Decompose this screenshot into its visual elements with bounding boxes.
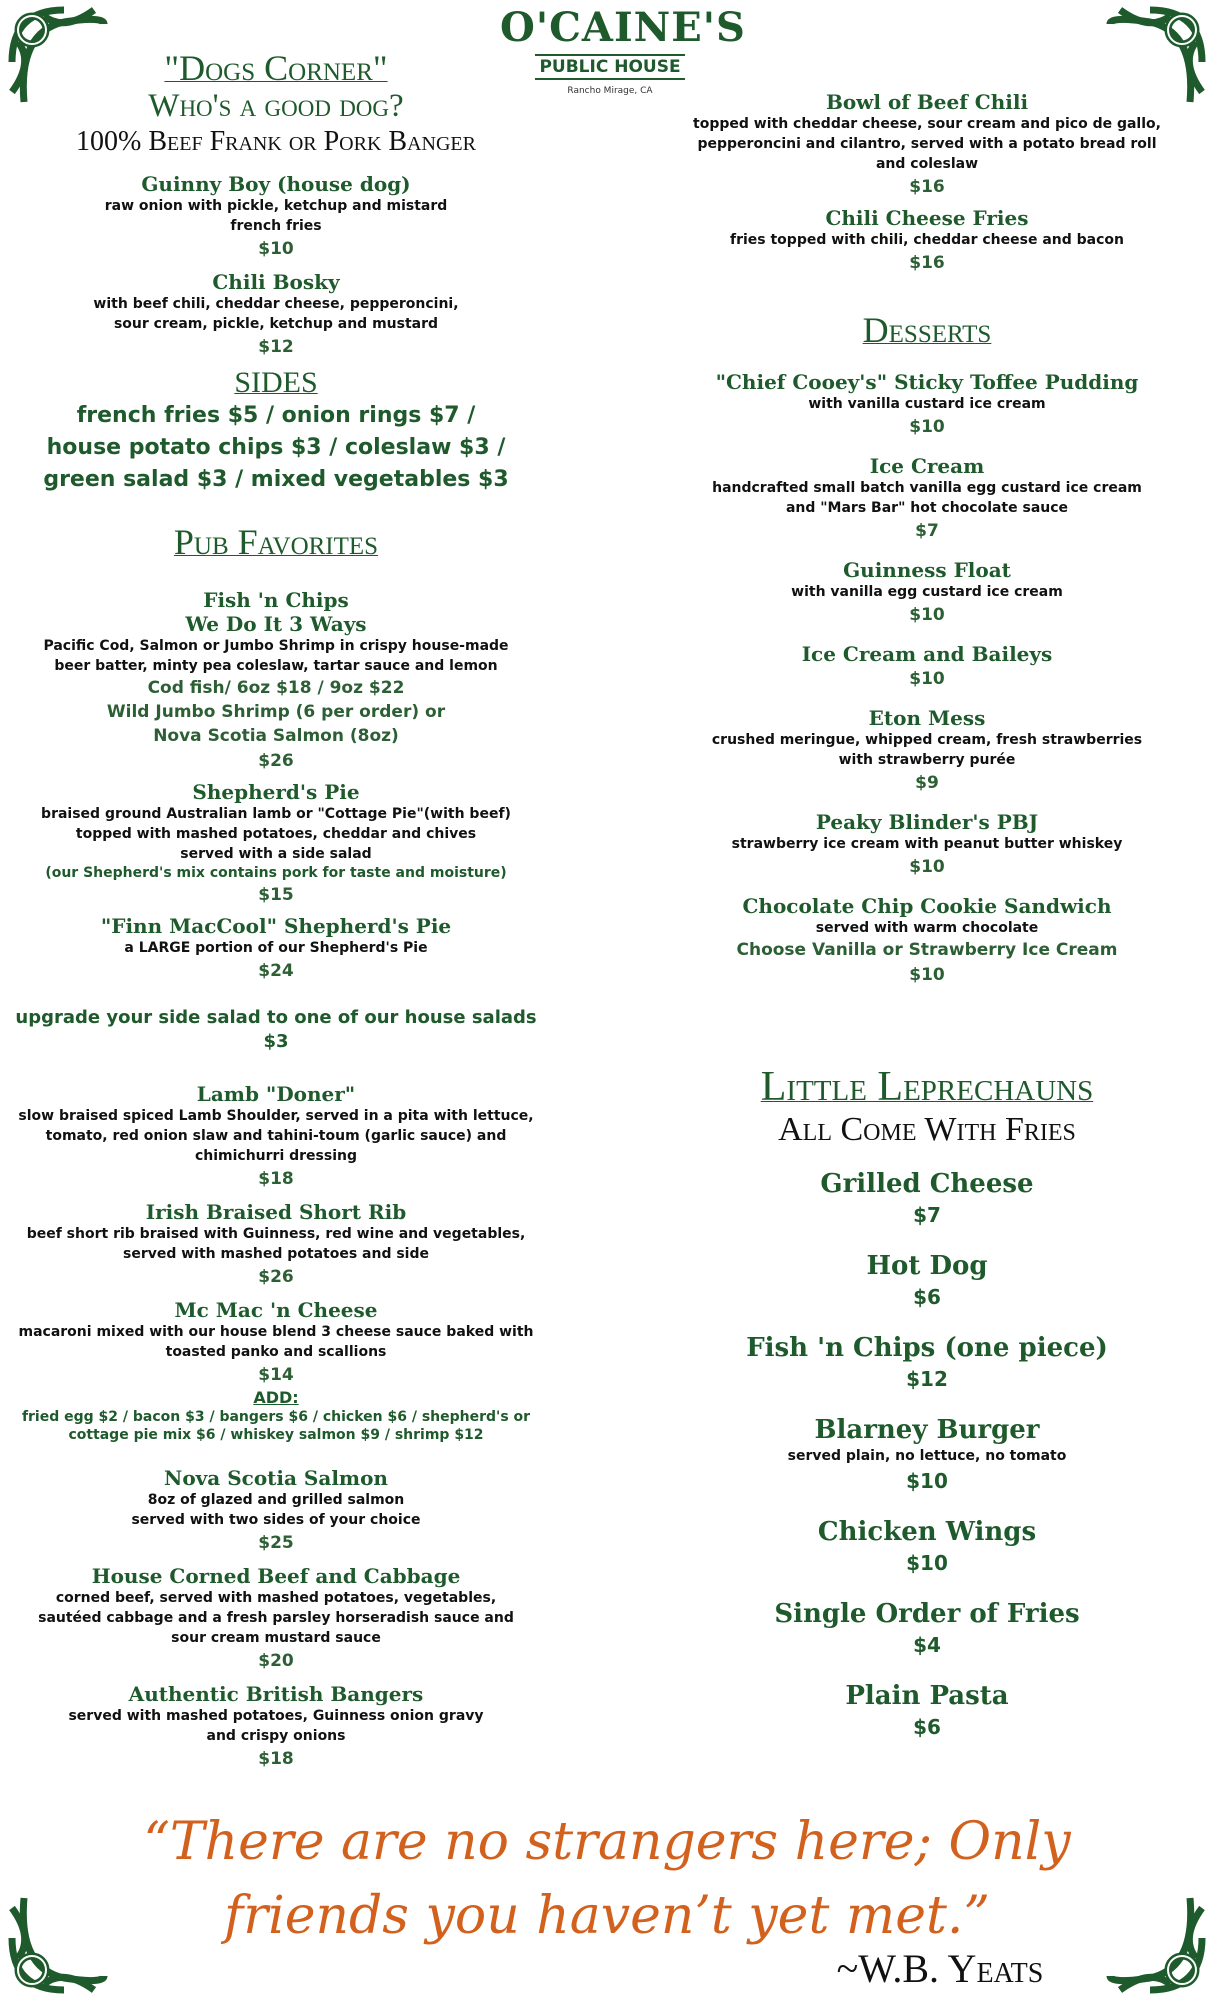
menu-item-name: Nova Scotia Salmon xyxy=(164,1466,388,1490)
menu-item-name: Plain Pasta xyxy=(845,1681,1009,1711)
menu-item-desc: a LARGE portion of our Shepherd's Pie xyxy=(124,940,428,956)
dogs-corner-subtitle-2: 100% Beef Frank or Pork Banger xyxy=(76,126,476,157)
quote-line: friends you haven’t yet met.” xyxy=(224,1886,990,1946)
quote-author: ~W.B. Yeats xyxy=(836,1946,1044,1991)
menu-item-name: "Finn MacCool" Shepherd's Pie xyxy=(100,914,452,938)
menu-item-desc: beef short rib braised with Guinness, red wine and vegetables, xyxy=(26,1226,526,1242)
menu-item-name: House Corned Beef and Cabbage xyxy=(91,1564,461,1588)
pub-subtitle: PUBLIC HOUSE xyxy=(535,54,684,80)
menu-item-desc: served with warm chocolate xyxy=(815,920,1039,936)
pub-location: Rancho Mirage, CA xyxy=(567,86,653,96)
sides-line: french fries $5 / onion rings $7 / xyxy=(76,403,476,428)
menu-item-price: $10 xyxy=(909,669,945,689)
menu-item-name: Hot Dog xyxy=(866,1251,988,1281)
menu-item-price: $10 xyxy=(909,417,945,437)
menu-item-name: Chili Bosky xyxy=(212,270,340,294)
menu-item-price: $7 xyxy=(915,521,939,541)
menu-item-name: Lamb "Doner" xyxy=(196,1082,356,1106)
menu-item-name: Bowl of Beef Chili xyxy=(825,90,1029,114)
menu-item-price: $10 xyxy=(906,1551,948,1575)
menu-item-option: Wild Jumbo Shrimp (6 per order) or xyxy=(106,702,446,722)
menu-item-price: $15 xyxy=(258,885,294,905)
menu-item-desc: french fries xyxy=(230,218,322,234)
menu-item-price: $9 xyxy=(915,773,939,793)
dogs-corner-title: "Dogs Corner" xyxy=(164,48,388,88)
menu-item-desc: sour cream mustard sauce xyxy=(171,1630,381,1646)
menu-item-desc: topped with mashed potatoes, cheddar and chives xyxy=(75,826,477,842)
kids-menu-title: Little Leprechauns xyxy=(760,1064,1094,1110)
menu-item-option: Nova Scotia Salmon (8oz) xyxy=(153,726,399,746)
menu-item-price: $10 xyxy=(909,857,945,877)
menu-item-desc: slow braised spiced Lamb Shoulder, served in a pita with lettuce, xyxy=(18,1108,534,1124)
menu-item-option: Choose Vanilla or Strawberry Ice Cream xyxy=(736,940,1118,960)
menu-item-name: Chicken Wings xyxy=(817,1517,1037,1547)
add-ons-line: fried egg $2 / bacon $3 / bangers $6 / chicken $6 / shepherd's or xyxy=(21,1409,531,1425)
menu-item-price: $18 xyxy=(258,1749,294,1769)
menu-item-desc: and "Mars Bar" hot chocolate sauce xyxy=(785,500,1069,516)
menu-item-desc: served plain, no lettuce, no tomato xyxy=(787,1448,1067,1464)
menu-item-price: $4 xyxy=(913,1633,941,1657)
kids-menu-subtitle: All Come With Fries xyxy=(778,1111,1076,1148)
menu-item-desc: fries topped with chili, cheddar cheese and bacon xyxy=(729,232,1124,248)
menu-item-desc: with beef chili, cheddar cheese, pepperoncini, xyxy=(93,296,459,312)
menu-item-name: Fish 'n Chips xyxy=(203,588,349,612)
menu-item-desc: 8oz of glazed and grilled salmon xyxy=(147,1492,405,1508)
menu-item-price: $10 xyxy=(909,965,945,985)
menu-item-desc: tomato, red onion slaw and tahini-toum (garlic sauce) and xyxy=(45,1128,507,1144)
menu-item-subtitle: We Do It 3 Ways xyxy=(185,612,367,636)
left-column xyxy=(8,48,544,1772)
menu-item-name: "Chief Cooey's" Sticky Toffee Pudding xyxy=(715,370,1139,394)
sides-line: house potato chips $3 / coleslaw $3 / xyxy=(46,435,506,460)
menu-item-name: Guinness Float xyxy=(843,558,1011,582)
menu-item-price: $24 xyxy=(258,961,294,981)
menu-item-name: Chocolate Chip Cookie Sandwich xyxy=(742,894,1112,918)
menu-item-name: Peaky Blinder's PBJ xyxy=(815,810,1039,834)
dogs-corner-subtitle: Who's a good dog? xyxy=(148,88,404,124)
menu-item-desc: chimichurri dressing xyxy=(194,1148,358,1164)
menu-item-name: Irish Braised Short Rib xyxy=(145,1200,407,1224)
menu-item-desc: served with mashed potatoes, Guinness onion gravy xyxy=(68,1708,484,1724)
menu-item-desc: and coleslaw xyxy=(875,156,979,172)
menu-item-price: $12 xyxy=(906,1367,948,1391)
menu-item-name: Authentic British Bangers xyxy=(128,1682,424,1706)
menu-item-name: Chili Cheese Fries xyxy=(825,206,1029,230)
quote-line: “There are no strangers here; Only xyxy=(143,1812,1071,1872)
menu-item-desc: crushed meringue, whipped cream, fresh strawberries xyxy=(711,732,1143,748)
upgrade-note: upgrade your side salad to one of our house salads $3 xyxy=(15,1007,537,1052)
right-column xyxy=(690,90,1164,1742)
menu-item-price: $7 xyxy=(913,1203,941,1227)
pub-favorites-title: Pub Favorites xyxy=(173,522,379,562)
menu-item-desc: with vanilla egg custard ice cream xyxy=(791,584,1063,600)
menu-item-price: $18 xyxy=(258,1169,294,1189)
sides-line: green salad $3 / mixed vegetables $3 xyxy=(43,467,509,492)
menu-item-desc: toasted panko and scallions xyxy=(165,1344,387,1360)
menu-item-desc: corned beef, served with mashed potatoes, vegetables, xyxy=(55,1590,497,1606)
add-ons-label: ADD: xyxy=(253,1388,299,1407)
menu-item-name: Mc Mac 'n Cheese xyxy=(174,1298,378,1322)
yeats-quote xyxy=(60,1805,1154,1953)
menu-item-price: $14 xyxy=(258,1365,294,1385)
menu-item-option: Cod fish/ 6oz $18 / 9oz $22 xyxy=(147,678,405,698)
menu-item-price: $10 xyxy=(906,1469,948,1493)
menu-item-name: Guinny Boy (house dog) xyxy=(141,172,411,196)
menu-item-name: Shepherd's Pie xyxy=(192,780,360,804)
menu-item-desc: with vanilla custard ice cream xyxy=(808,396,1046,412)
menu-item-desc: sautéed cabbage and a fresh parsley horseradish sauce and xyxy=(38,1610,514,1626)
menu-item-price: $12 xyxy=(258,337,294,357)
menu-item-desc: served with two sides of your choice xyxy=(131,1512,421,1528)
menu-item-desc: served with a side salad xyxy=(180,846,372,862)
menu-item-name: Eton Mess xyxy=(868,706,986,730)
menu-item-desc: raw onion with pickle, ketchup and mistard xyxy=(104,198,448,214)
menu-item-name: Fish 'n Chips (one piece) xyxy=(746,1333,1108,1363)
desserts-title: Desserts xyxy=(862,310,992,350)
menu-item-price: $26 xyxy=(258,751,294,771)
menu-item-price: $26 xyxy=(258,1267,294,1287)
menu-item-price: $16 xyxy=(909,177,945,197)
menu-item-desc: sour cream, pickle, ketchup and mustard xyxy=(113,316,439,332)
menu-item-desc: macaroni mixed with our house blend 3 cheese sauce baked with xyxy=(18,1324,534,1340)
menu-item-desc: braised ground Australian lamb or "Cottage Pie"(with beef) xyxy=(41,806,511,822)
menu-item-name: Ice Cream xyxy=(869,454,985,478)
menu-item-price: $25 xyxy=(258,1533,294,1553)
menu-item-price: $6 xyxy=(913,1715,941,1739)
menu-item-name: Blarney Burger xyxy=(814,1415,1040,1445)
menu-item-desc: served with mashed potatoes and side xyxy=(123,1246,429,1262)
menu-item-price: $6 xyxy=(913,1285,941,1309)
menu-item-name: Grilled Cheese xyxy=(820,1169,1034,1199)
menu-item-price: $10 xyxy=(258,239,294,259)
menu-item-price: $10 xyxy=(909,605,945,625)
menu-item-desc: and crispy onions xyxy=(206,1728,346,1744)
menu-item-desc: pepperoncini and cilantro, served with a potato bread roll xyxy=(697,136,1157,152)
menu-item-desc: topped with cheddar cheese, sour cream and pico de gallo, xyxy=(693,116,1161,132)
menu-item-price: $20 xyxy=(258,1651,294,1671)
menu-item-desc: Pacific Cod, Salmon or Jumbo Shrimp in crispy house-made xyxy=(43,638,509,654)
pub-name: O'CAINE'S xyxy=(500,4,746,51)
menu-item-desc: with strawberry purée xyxy=(838,752,1016,768)
menu-item-desc: strawberry ice cream with peanut butter whiskey xyxy=(731,836,1123,852)
add-ons-line: cottage pie mix $6 / whiskey salmon $9 / shrimp $12 xyxy=(68,1427,484,1443)
menu-item-name: Single Order of Fries xyxy=(774,1599,1080,1629)
menu-item-name: Ice Cream and Baileys xyxy=(801,642,1053,666)
menu-item-desc: handcrafted small batch vanilla egg custard ice cream xyxy=(712,480,1142,496)
sides-title: SIDES xyxy=(234,366,318,399)
menu-item-note: (our Shepherd's mix contains pork for taste and moisture) xyxy=(45,865,507,881)
menu-item-price: $16 xyxy=(909,253,945,273)
menu-item-desc: beer batter, minty pea coleslaw, tartar sauce and lemon xyxy=(54,658,498,674)
